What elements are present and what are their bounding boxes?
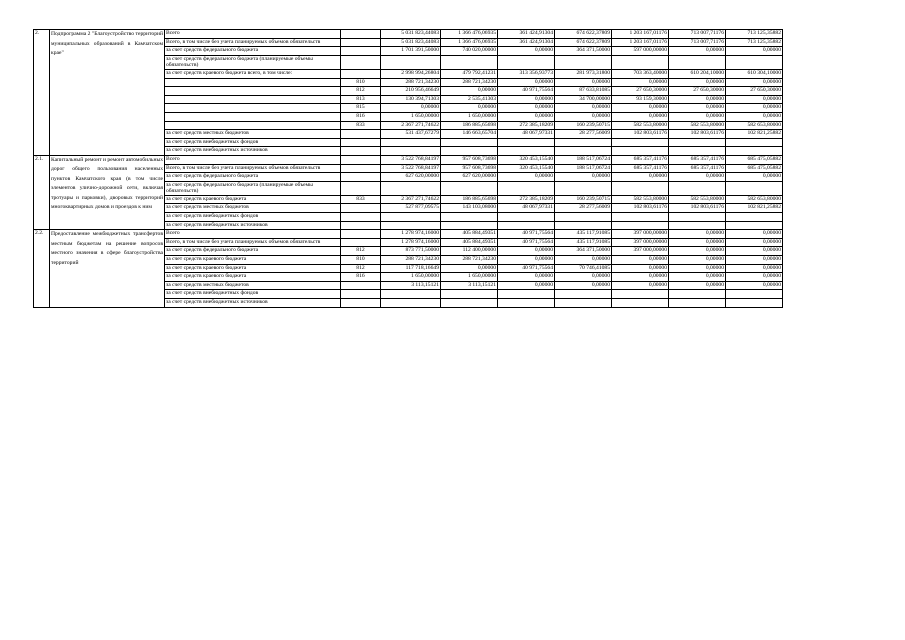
amount-cell: 0,00000 xyxy=(726,78,783,87)
amount-cell: 0,00000 xyxy=(441,104,498,113)
amount-cell: 0,00000 xyxy=(669,230,726,239)
amount-cell xyxy=(381,147,441,156)
amount-cell: 1 650,00000 xyxy=(441,112,498,121)
budget-code: 812 xyxy=(341,247,381,256)
amount-cell: 0,00000 xyxy=(555,256,612,265)
budget-code xyxy=(341,173,381,182)
amount-cell xyxy=(726,213,783,222)
amount-cell xyxy=(612,138,669,147)
amount-cell: 1 203 167,01176 xyxy=(612,38,669,47)
amount-cell xyxy=(381,138,441,147)
amount-cell: 0,00000 xyxy=(555,281,612,290)
section-name: Капитальный ремонт и ремонт автомобильных дорог общего пользования населенных пунктов Камчатского края (в том числе элементов улично-дорожной сети, включая тротуары и парковки), дворовых территорий многоквартирных домов и проездов к ним xyxy=(50,155,165,229)
amount-cell: 0,00000 xyxy=(612,104,669,113)
funding-source: за счет средств федерального бюджета xyxy=(165,173,341,182)
amount-cell: 28 277,56009 xyxy=(555,130,612,139)
funding-source xyxy=(165,78,341,87)
budget-code: 815 xyxy=(341,104,381,113)
amount-cell: 160 239,50715 xyxy=(555,195,612,204)
amount-cell: 0,00000 xyxy=(441,264,498,273)
amount-cell: 610 304,10000 xyxy=(726,69,783,78)
amount-cell: 186 885,65698 xyxy=(441,195,498,204)
amount-cell: 0,00000 xyxy=(669,112,726,121)
amount-cell xyxy=(612,181,669,195)
amount-cell xyxy=(669,138,726,147)
amount-cell: 87 633,81085 xyxy=(555,87,612,96)
budget-code xyxy=(341,30,381,39)
amount-cell: 313 356,93773 xyxy=(498,69,555,78)
amount-cell: 0,00000 xyxy=(612,264,669,273)
amount-cell: 527 877,09575 xyxy=(381,204,441,213)
amount-cell: 2 535,41303 xyxy=(441,95,498,104)
amount-cell xyxy=(441,299,498,308)
amount-cell xyxy=(612,55,669,69)
budget-code: 812 xyxy=(341,87,381,96)
amount-cell: 48 067,97331 xyxy=(498,130,555,139)
amount-cell: 873 771,50000 xyxy=(381,247,441,256)
amount-cell: 0,00000 xyxy=(498,273,555,282)
amount-cell: 0,00000 xyxy=(498,104,555,113)
funding-source: за счет средств местных бюджетов xyxy=(165,204,341,213)
amount-cell: 0,00000 xyxy=(612,273,669,282)
amount-cell xyxy=(498,181,555,195)
amount-cell xyxy=(498,138,555,147)
budget-code xyxy=(341,221,381,230)
amount-cell: 102 803,61176 xyxy=(669,204,726,213)
amount-cell: 117 718,16649 xyxy=(381,264,441,273)
amount-cell: 0,00000 xyxy=(498,247,555,256)
amount-cell: 740 020,00000 xyxy=(441,47,498,56)
amount-cell: 320 453,15540 xyxy=(498,164,555,173)
amount-cell xyxy=(441,138,498,147)
funding-source: за счет средств краевого бюджета xyxy=(165,273,341,282)
amount-cell: 1 278 974,16000 xyxy=(381,238,441,247)
funding-source xyxy=(165,95,341,104)
amount-cell xyxy=(441,181,498,195)
amount-cell: 0,00000 xyxy=(669,95,726,104)
amount-cell: 48 067,97331 xyxy=(498,204,555,213)
amount-cell: 0,00000 xyxy=(498,256,555,265)
amount-cell: 288 721,34230 xyxy=(381,256,441,265)
amount-cell xyxy=(612,290,669,299)
amount-cell: 364 371,50000 xyxy=(555,247,612,256)
amount-cell: 582 653,80000 xyxy=(726,195,783,204)
funding-source xyxy=(165,104,341,113)
section-name: Подпрограмма 2 "Благоустройство территорий муниципальных образований в Камчатском крае" xyxy=(50,30,165,156)
funding-source: за счет средств федерального бюджета (планируемые объемы обязательств) xyxy=(165,181,341,195)
amount-cell: 0,00000 xyxy=(555,78,612,87)
amount-cell: 0,00000 xyxy=(612,256,669,265)
amount-cell: 40 971,75564 xyxy=(498,230,555,239)
table-row xyxy=(34,155,840,164)
amount-cell xyxy=(555,213,612,222)
amount-cell: 0,00000 xyxy=(726,273,783,282)
amount-cell: 685 475,05882 xyxy=(726,164,783,173)
funding-source: за счет средств федерального бюджета (планируемые объемы обязательств) xyxy=(165,55,341,69)
amount-cell: 0,00000 xyxy=(726,281,783,290)
amount-cell: 0,00000 xyxy=(726,47,783,56)
amount-cell: 674 622,37809 xyxy=(555,30,612,39)
amount-cell: 0,00000 xyxy=(612,173,669,182)
amount-cell: 143 103,08000 xyxy=(441,204,498,213)
amount-cell: 70 746,41085 xyxy=(555,264,612,273)
amount-cell: 685 475,05882 xyxy=(726,155,783,164)
amount-cell xyxy=(441,290,498,299)
amount-cell: 713 007,71176 xyxy=(669,30,726,39)
budget-code: 816 xyxy=(341,112,381,121)
funding-source: за счет средств внебюджетных источников xyxy=(165,299,341,308)
amount-cell xyxy=(612,147,669,156)
budget-code: 833 xyxy=(341,195,381,204)
amount-cell: 957 608,73698 xyxy=(441,164,498,173)
funding-source xyxy=(165,112,341,121)
amount-cell: 713 007,71176 xyxy=(669,38,726,47)
amount-cell xyxy=(381,213,441,222)
amount-cell: 102 821,25882 xyxy=(726,130,783,139)
funding-source xyxy=(165,87,341,96)
amount-cell: 531 437,67279 xyxy=(381,130,441,139)
budget-table xyxy=(33,29,840,308)
budget-table-body xyxy=(34,30,840,308)
amount-cell: 0,00000 xyxy=(726,173,783,182)
amount-cell: 582 653,80000 xyxy=(726,121,783,130)
table-row xyxy=(34,30,840,39)
funding-source: за счет средств внебюджетных фондов xyxy=(165,290,341,299)
amount-cell: 1 650,00000 xyxy=(381,273,441,282)
budget-code: 816 xyxy=(341,273,381,282)
amount-cell: 582 553,80000 xyxy=(612,195,669,204)
amount-cell: 0,00000 xyxy=(555,112,612,121)
amount-cell xyxy=(726,55,783,69)
amount-cell: 0,00000 xyxy=(726,104,783,113)
amount-cell xyxy=(612,221,669,230)
funding-source: за счет средств внебюджетных источников xyxy=(165,221,341,230)
amount-cell xyxy=(555,147,612,156)
amount-cell xyxy=(669,299,726,308)
budget-code: 813 xyxy=(341,95,381,104)
amount-cell: 0,00000 xyxy=(669,47,726,56)
amount-cell: 0,00000 xyxy=(669,78,726,87)
amount-cell: 627 620,00000 xyxy=(381,173,441,182)
amount-cell: 2 998 994,26804 xyxy=(381,69,441,78)
amount-cell: 281 973,31800 xyxy=(555,69,612,78)
amount-cell xyxy=(669,213,726,222)
amount-cell: 0,00000 xyxy=(555,104,612,113)
funding-source: за счет средств федерального бюджета xyxy=(165,247,341,256)
amount-cell xyxy=(498,299,555,308)
amount-cell: 160 239,50715 xyxy=(555,121,612,130)
amount-cell: 435 117,91085 xyxy=(555,230,612,239)
amount-cell: 397 000,00000 xyxy=(612,247,669,256)
budget-code xyxy=(341,155,381,164)
amount-cell: 1 203 167,01176 xyxy=(612,30,669,39)
amount-cell xyxy=(612,299,669,308)
funding-source: Всего xyxy=(165,230,341,239)
amount-cell: 0,00000 xyxy=(726,247,783,256)
amount-cell: 405 884,49351 xyxy=(441,230,498,239)
amount-cell: 0,00000 xyxy=(498,173,555,182)
budget-code xyxy=(341,55,381,69)
amount-cell: 597 000,00000 xyxy=(612,47,669,56)
amount-cell: 188 517,06724 xyxy=(555,164,612,173)
amount-cell xyxy=(381,221,441,230)
amount-cell xyxy=(669,181,726,195)
budget-code: 833 xyxy=(341,121,381,130)
amount-cell: 102 803,61176 xyxy=(612,130,669,139)
funding-source: Всего, в том числе без учета планируемых объемов обязательств xyxy=(165,38,341,47)
budget-code: 812 xyxy=(341,264,381,273)
amount-cell: 3 522 768,84197 xyxy=(381,155,441,164)
amount-cell: 0,00000 xyxy=(726,238,783,247)
budget-code: 810 xyxy=(341,256,381,265)
amount-cell: 40 971,75564 xyxy=(498,87,555,96)
amount-cell: 957 608,73698 xyxy=(441,155,498,164)
amount-cell: 5 031 823,44083 xyxy=(381,30,441,39)
amount-cell: 320 453,15540 xyxy=(498,155,555,164)
budget-code xyxy=(341,213,381,222)
amount-cell: 364 371,50000 xyxy=(555,47,612,56)
amount-cell: 3 113,15121 xyxy=(381,281,441,290)
amount-cell xyxy=(726,290,783,299)
amount-cell: 102 803,61176 xyxy=(612,204,669,213)
funding-source: за счет средств внебюджетных источников xyxy=(165,147,341,156)
amount-cell: 102 803,61176 xyxy=(669,130,726,139)
amount-cell: 3 522 768,84197 xyxy=(381,164,441,173)
amount-cell: 0,00000 xyxy=(726,256,783,265)
amount-cell: 0,00000 xyxy=(669,264,726,273)
amount-cell xyxy=(498,221,555,230)
budget-code xyxy=(341,299,381,308)
amount-cell: 397 000,00000 xyxy=(612,230,669,239)
amount-cell xyxy=(555,138,612,147)
table-row xyxy=(34,230,840,239)
amount-cell xyxy=(555,55,612,69)
amount-cell: 405 884,49351 xyxy=(441,238,498,247)
amount-cell: 627 620,00000 xyxy=(441,173,498,182)
amount-cell: 0,00000 xyxy=(441,87,498,96)
amount-cell: 674 622,37809 xyxy=(555,38,612,47)
funding-source: за счет средств местных бюджетов xyxy=(165,281,341,290)
funding-source: за счет средств местных бюджетов xyxy=(165,130,341,139)
amount-cell: 0,00000 xyxy=(555,173,612,182)
amount-cell xyxy=(381,181,441,195)
budget-code xyxy=(341,238,381,247)
amount-cell: 713 125,35882 xyxy=(726,38,783,47)
amount-cell: 0,00000 xyxy=(498,78,555,87)
amount-cell: 1 650,00000 xyxy=(381,112,441,121)
amount-cell: 582 553,80000 xyxy=(612,121,669,130)
amount-cell: 0,00000 xyxy=(669,273,726,282)
amount-cell xyxy=(441,213,498,222)
funding-source: Всего xyxy=(165,155,341,164)
amount-cell: 685 357,41176 xyxy=(669,164,726,173)
funding-source: за счет средств внебюджетных фондов xyxy=(165,138,341,147)
amount-cell: 210 956,46649 xyxy=(381,87,441,96)
amount-cell: 2 367 271,74622 xyxy=(381,195,441,204)
amount-cell: 0,00000 xyxy=(669,104,726,113)
amount-cell: 186 885,65698 xyxy=(441,121,498,130)
amount-cell: 685 357,41176 xyxy=(669,155,726,164)
amount-cell: 1 650,00000 xyxy=(441,273,498,282)
amount-cell: 1 366 476,06935 xyxy=(441,38,498,47)
budget-code xyxy=(341,164,381,173)
budget-code xyxy=(341,138,381,147)
amount-cell xyxy=(498,55,555,69)
amount-cell: 0,00000 xyxy=(381,104,441,113)
amount-cell: 93 159,30000 xyxy=(612,95,669,104)
amount-cell: 0,00000 xyxy=(726,264,783,273)
amount-cell: 130 394,71303 xyxy=(381,95,441,104)
amount-cell: 27 650,30000 xyxy=(726,87,783,96)
funding-source: за счет средств федерального бюджета xyxy=(165,47,341,56)
amount-cell: 34 700,00000 xyxy=(555,95,612,104)
amount-cell xyxy=(555,181,612,195)
funding-source: Всего xyxy=(165,30,341,39)
amount-cell: 3 113,15121 xyxy=(441,281,498,290)
funding-source xyxy=(165,121,341,130)
budget-code xyxy=(341,38,381,47)
budget-code: 810 xyxy=(341,78,381,87)
amount-cell xyxy=(555,299,612,308)
budget-code xyxy=(341,281,381,290)
amount-cell: 2 367 271,74622 xyxy=(381,121,441,130)
amount-cell: 435 117,91085 xyxy=(555,238,612,247)
amount-cell: 1 366 476,06935 xyxy=(441,30,498,39)
amount-cell: 713 125,35882 xyxy=(726,30,783,39)
amount-cell: 27 650,30000 xyxy=(612,87,669,96)
amount-cell: 479 792,41231 xyxy=(441,69,498,78)
amount-cell xyxy=(381,290,441,299)
budget-code xyxy=(341,130,381,139)
amount-cell: 703 363,40000 xyxy=(612,69,669,78)
amount-cell xyxy=(669,290,726,299)
amount-cell xyxy=(669,147,726,156)
amount-cell: 0,00000 xyxy=(612,78,669,87)
amount-cell: 272 385,18209 xyxy=(498,195,555,204)
amount-cell: 0,00000 xyxy=(669,256,726,265)
amount-cell xyxy=(498,290,555,299)
amount-cell xyxy=(726,138,783,147)
funding-source: Всего, в том числе без учета планируемых объемов обязательств xyxy=(165,238,341,247)
amount-cell: 361 424,91304 xyxy=(498,38,555,47)
amount-cell xyxy=(441,221,498,230)
section-number: 2.1. xyxy=(34,155,50,229)
amount-cell xyxy=(555,290,612,299)
funding-source: Всего, в том числе без учета планируемых объемов обязательств xyxy=(165,164,341,173)
amount-cell: 0,00000 xyxy=(669,238,726,247)
budget-code xyxy=(341,181,381,195)
amount-cell: 0,00000 xyxy=(498,47,555,56)
section-number: 2.2. xyxy=(34,230,50,307)
amount-cell xyxy=(669,221,726,230)
amount-cell: 0,00000 xyxy=(612,112,669,121)
amount-cell: 0,00000 xyxy=(498,281,555,290)
amount-cell xyxy=(726,181,783,195)
budget-code xyxy=(341,230,381,239)
amount-cell: 5 031 823,44083 xyxy=(381,38,441,47)
amount-cell: 0,00000 xyxy=(726,230,783,239)
amount-cell xyxy=(612,213,669,222)
amount-cell xyxy=(555,221,612,230)
amount-cell: 0,00000 xyxy=(612,281,669,290)
amount-cell: 288 721,34230 xyxy=(441,256,498,265)
amount-cell xyxy=(726,147,783,156)
section-number: 2. xyxy=(34,30,50,156)
amount-cell: 288 721,34230 xyxy=(441,78,498,87)
amount-cell xyxy=(498,147,555,156)
amount-cell xyxy=(498,213,555,222)
funding-source: за счет средств краевого бюджета xyxy=(165,264,341,273)
amount-cell xyxy=(381,55,441,69)
funding-source: за счет средств краевого бюджета xyxy=(165,195,341,204)
amount-cell: 0,00000 xyxy=(669,247,726,256)
funding-source: за счет средств краевого бюджета xyxy=(165,256,341,265)
amount-cell: 102 821,25882 xyxy=(726,204,783,213)
amount-cell: 1 701 391,50000 xyxy=(381,47,441,56)
amount-cell: 0,00000 xyxy=(669,281,726,290)
amount-cell: 0,00000 xyxy=(669,173,726,182)
amount-cell: 146 663,65704 xyxy=(441,130,498,139)
budget-code xyxy=(341,47,381,56)
amount-cell: 685 357,41176 xyxy=(612,155,669,164)
amount-cell: 397 000,00000 xyxy=(612,238,669,247)
amount-cell: 188 517,06724 xyxy=(555,155,612,164)
budget-code xyxy=(341,69,381,78)
amount-cell: 112 400,00000 xyxy=(441,247,498,256)
amount-cell: 27 650,30000 xyxy=(669,87,726,96)
amount-cell xyxy=(669,55,726,69)
amount-cell: 288 721,34230 xyxy=(381,78,441,87)
funding-source: за счет средств краевого бюджета всего, в том числе: xyxy=(165,69,341,78)
amount-cell xyxy=(726,221,783,230)
amount-cell: 582 553,80000 xyxy=(669,195,726,204)
amount-cell: 1 278 974,16000 xyxy=(381,230,441,239)
amount-cell xyxy=(441,55,498,69)
amount-cell: 272 385,18209 xyxy=(498,121,555,130)
section-name: Предоставление межбюджетных трансфертов местным бюджетам на решение вопросов местного значения в сфере благоустройства территорий xyxy=(50,230,165,307)
amount-cell: 610 204,10000 xyxy=(669,69,726,78)
amount-cell: 685 357,41176 xyxy=(612,164,669,173)
amount-cell: 0,00000 xyxy=(498,112,555,121)
amount-cell: 40 971,75564 xyxy=(498,238,555,247)
amount-cell xyxy=(441,147,498,156)
amount-cell: 28 277,56009 xyxy=(555,204,612,213)
amount-cell: 361 424,91304 xyxy=(498,30,555,39)
amount-cell: 0,00000 xyxy=(726,95,783,104)
amount-cell: 0,00000 xyxy=(726,112,783,121)
budget-code xyxy=(341,204,381,213)
funding-source: за счет средств внебюджетных фондов xyxy=(165,213,341,222)
budget-code xyxy=(341,147,381,156)
budget-code xyxy=(341,290,381,299)
amount-cell: 0,00000 xyxy=(555,273,612,282)
amount-cell: 0,00000 xyxy=(498,95,555,104)
amount-cell: 40 971,75564 xyxy=(498,264,555,273)
amount-cell xyxy=(381,299,441,308)
amount-cell: 582 553,80000 xyxy=(669,121,726,130)
amount-cell xyxy=(726,299,783,308)
